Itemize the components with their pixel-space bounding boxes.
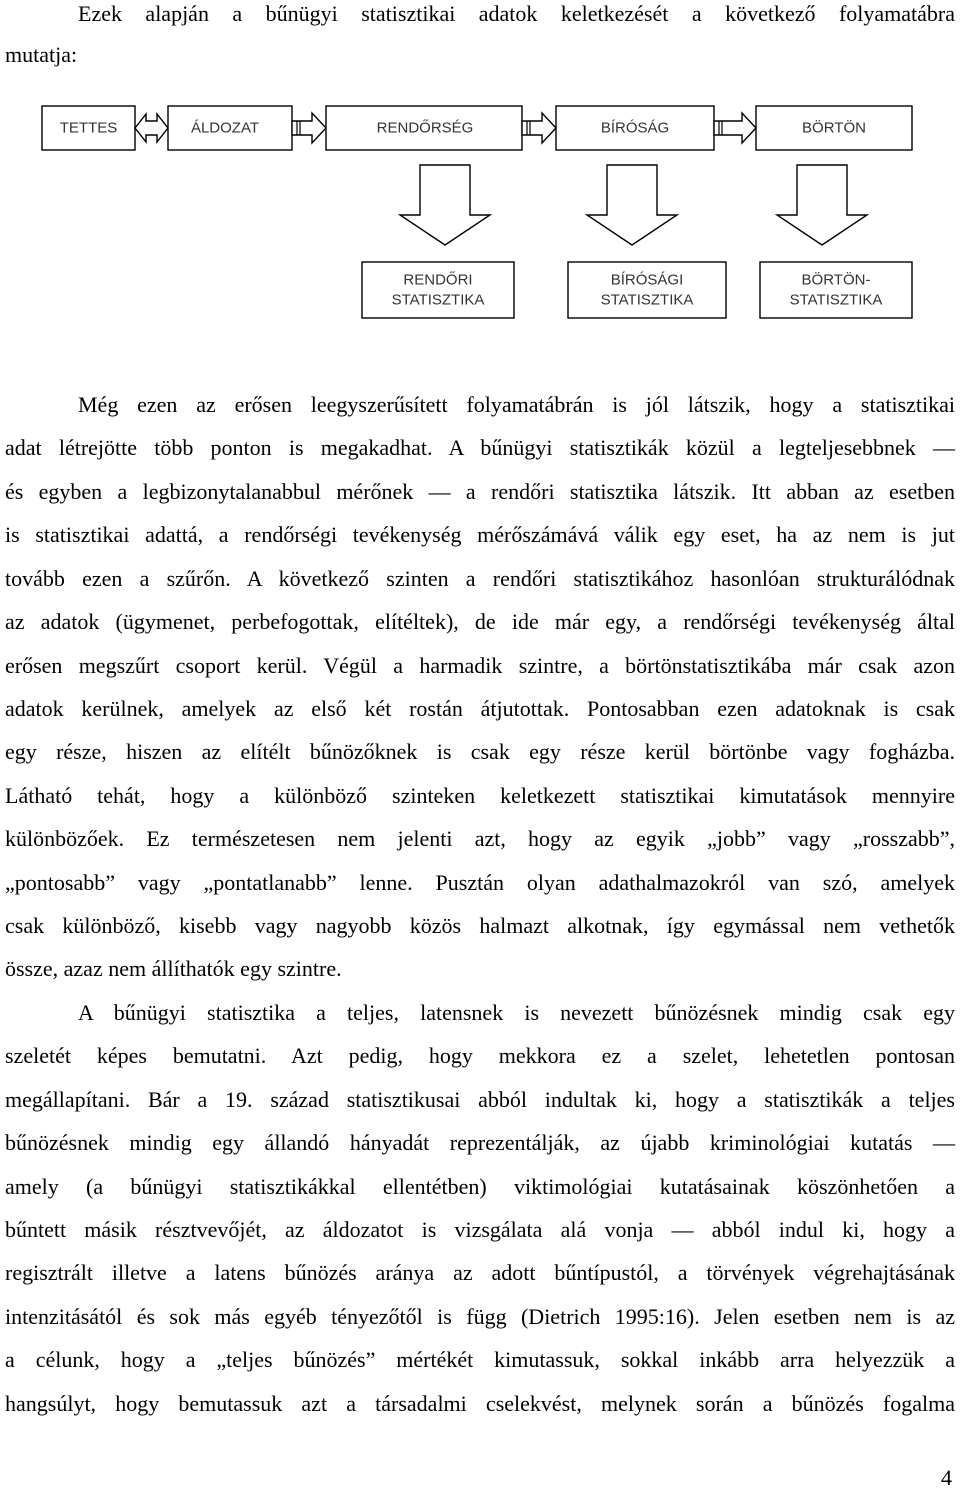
- paragraph-line: hangsúlyt, hogy bemutassuk azt a társadalmi cselekvést, melynek során a bűnözés fogalma: [5, 1390, 955, 1416]
- paragraph: [5, 991, 955, 1425]
- paragraph-line: erősen megszűrt csoport kerül. Végül a harmadik szintre, a börtönstatisztikába már csak azon: [5, 652, 955, 678]
- stage-label: BÖRTÖN: [802, 119, 866, 137]
- down-arrow-icon: [400, 165, 490, 245]
- paragraph-line: adat létrejötte több ponton is megakadhat. A bűnügyi statisztikák közül a legteljesebbnek —: [5, 435, 955, 461]
- statistics-label-line2: STATISZTIKA: [391, 291, 485, 309]
- paragraph: [5, 383, 955, 991]
- paragraph-line: amely (a bűnügyi statisztikákkal ellentétben) viktimológiai kutatásainak köszönhetően a: [5, 1173, 955, 1199]
- paragraph-line: A bűnügyi statisztika a teljes, latensnek is nevezett bűnözésnek mindig csak egy: [78, 999, 955, 1025]
- paragraph-line: tovább ezen a szűrőn. A következő szinten a rendőri statisztikához hasonlóan strukturálódnak: [5, 565, 955, 591]
- stage-label: ÁLDOZAT: [190, 119, 260, 137]
- stage-label: TETTES: [59, 119, 118, 137]
- paragraph-line: bűntett másik résztvevőjét, az áldozatot is vizsgálata alá vonja — abból indul ki, hogy a: [5, 1217, 955, 1243]
- double-arrow-icon: [135, 114, 168, 142]
- statistics-box-prison: [760, 262, 912, 318]
- stage-label: RENDŐRSÉG: [376, 119, 474, 137]
- paragraph-line: is statisztikai adattá, a rendőrségi tevékenység mérőszámává válik egy eset, ha az nem is jut: [5, 522, 955, 548]
- paragraph-line: intenzitásától és sok más egyéb tényezőtől is függ (Dietrich 1995:16). Jelen esetben nem is az: [5, 1303, 955, 1329]
- body-text: [5, 383, 955, 1425]
- paragraph-line: a célunk, hogy a „teljes bűnözés” mértékét kimutassuk, sokkal inkább arra helyezzük a: [5, 1347, 955, 1373]
- paragraph-line: „pontosabb” vagy „pontatlanabb” lenne. Pusztán olyan adathalmazokról van szó, amelyek: [5, 869, 955, 895]
- intro-line: Ezek alapján a bűnügyi statisztikai adatok keletkezését a következő folyamatábra: [78, 1, 955, 26]
- statistics-label-line1: BÖRTÖN-: [801, 271, 871, 289]
- paragraph-line: szeletét képes bemutatni. Azt pedig, hogy mekkora ez a szelet, lehetetlen pontosan: [5, 1043, 955, 1069]
- page-number: 4: [941, 1465, 952, 1490]
- paragraph-line: egy része, hiszen az elítélt bűnözőknek is csak egy része kerül börtönbe vagy fogházba.: [5, 739, 955, 765]
- statistics-label-line1: RENDŐRI: [403, 271, 473, 289]
- paragraph-line: regisztrált illetve a latens bűnözés aránya az adott bűntípustól, a törvények végrehajtásának: [5, 1260, 955, 1286]
- statistics-box-court: [568, 262, 726, 318]
- statistics-label-line2: STATISZTIKA: [789, 291, 883, 309]
- statistics-label-line1: BÍRÓSÁGI: [610, 271, 684, 289]
- down-arrow-icon: [777, 165, 867, 245]
- paragraph-line: csak különböző, kisebb vagy nagyobb közös halmazt alkotnak, így egymással nem vethetők: [5, 913, 955, 939]
- down-arrow-icon: [587, 165, 677, 245]
- stage-label: BÍRÓSÁG: [600, 119, 670, 137]
- statistics-label-line2: STATISZTIKA: [600, 291, 694, 309]
- paragraph-line: megállapítani. Bár a 19. század statisztikusai abból indultak ki, hogy a statisztikák a teljes: [5, 1086, 955, 1112]
- paragraph-line: Még ezen az erősen leegyszerűsített folyamatábrán is jól látszik, hogy a statisztikai: [78, 392, 955, 417]
- paragraph-line: össze, azaz nem állíthatók egy szintre.: [5, 956, 342, 982]
- paragraph-line: és egyben a legbizonytalanabbul mérőnek — a rendőri statisztika látszik. Itt abban az esetben: [5, 478, 955, 504]
- paragraph-line: különbözőek. Ez természetesen nem jelenti azt, hogy az egyik „jobb” vagy „rosszabb”,: [5, 826, 955, 852]
- paragraph-line: bűnözésnek mindig egy állandó hányadát reprezentálják, az újabb kriminológiai kutatás —: [5, 1130, 955, 1156]
- flowchart-diagram: [0, 0, 960, 340]
- paragraph-line: adatok kerülnek, amelyek az első két rostán átjutottak. Pontosabban ezen adatoknak is csak: [5, 695, 955, 721]
- intro-line: mutatja:: [5, 42, 78, 67]
- paragraph-line: az adatok (ügymenet, perbefogottak, elítéltek), de ide már egy, a rendőrségi tevékenység által: [5, 609, 955, 635]
- paragraph-line: Látható tehát, hogy a különböző szinteken keletkezett statisztikai kimutatások mennyire: [5, 782, 955, 808]
- right-arrow-icon: [714, 113, 756, 143]
- statistics-box-police: [362, 262, 514, 318]
